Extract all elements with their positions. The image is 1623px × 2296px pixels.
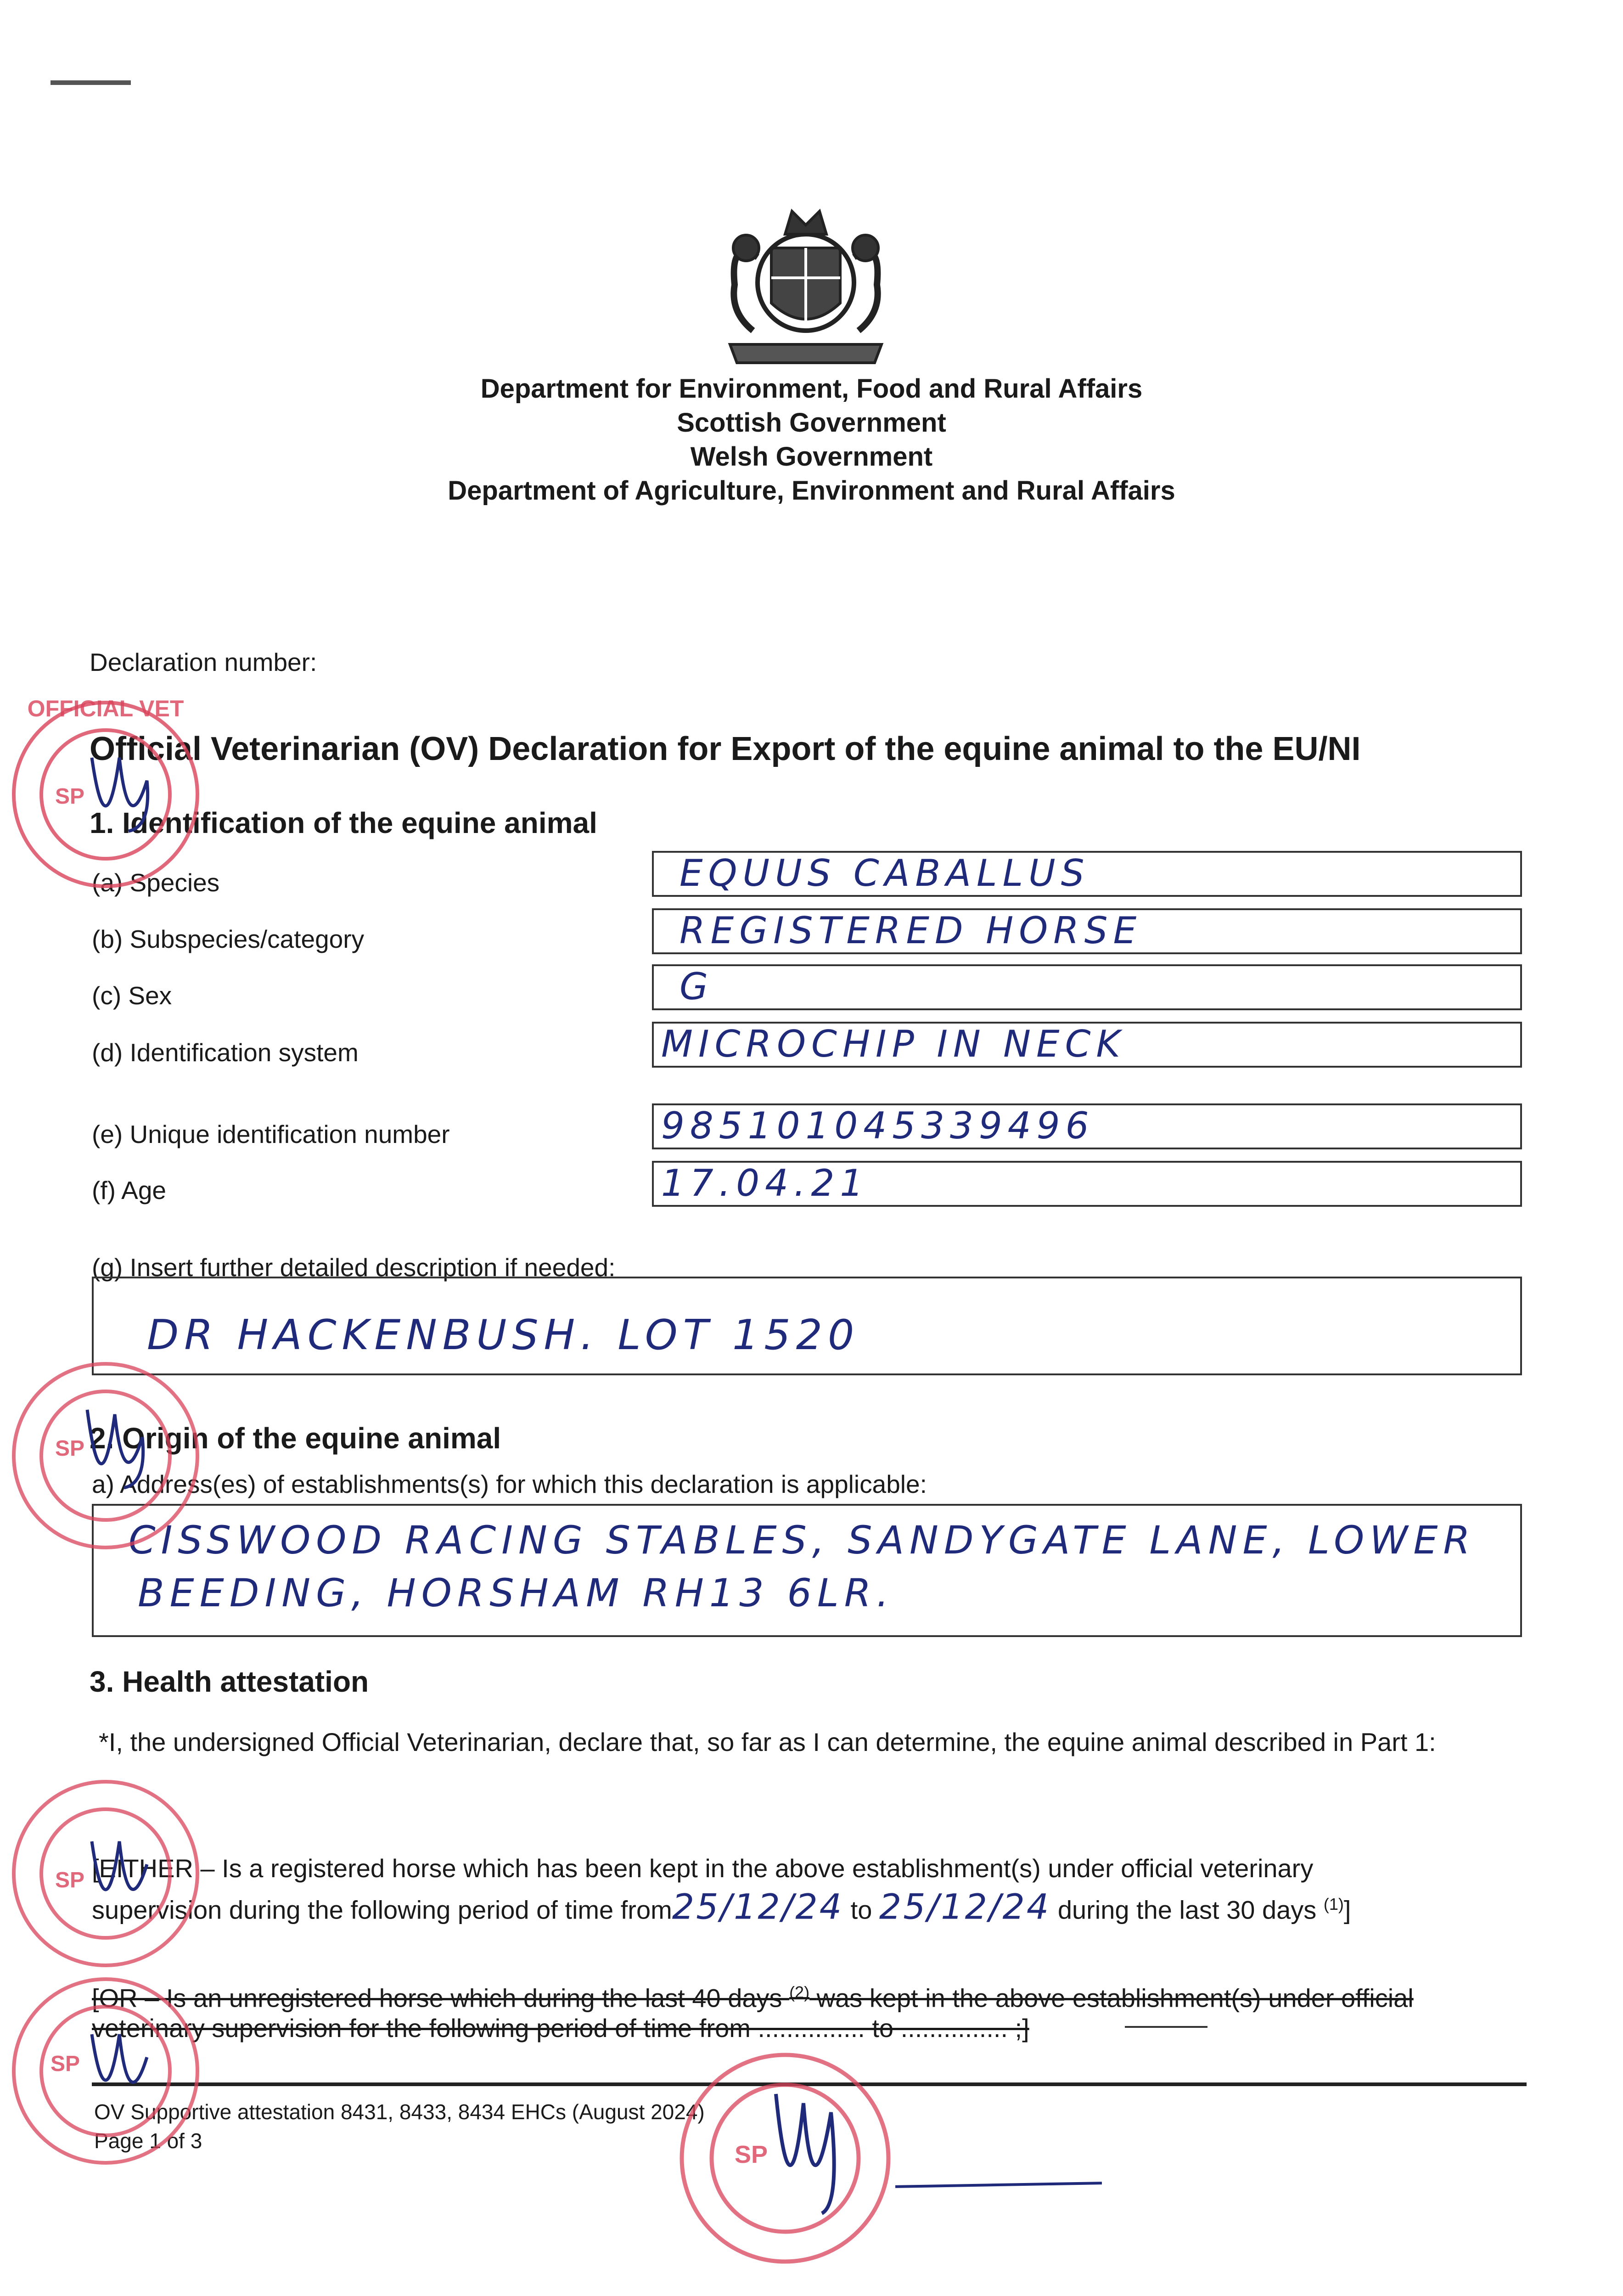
- footer-attestation-ref: OV Supportive attestation 8431, 8433, 8434 EHCs (August 2024): [94, 2100, 705, 2124]
- svg-text:SP: SP: [55, 1868, 85, 1892]
- subspecies-value: REGISTERED HORSE: [680, 909, 1142, 952]
- either-text-a: supervision during the following period of time from: [92, 1895, 672, 1925]
- scan-mark: [51, 80, 131, 85]
- either-footnote-ref: (1): [1323, 1895, 1344, 1913]
- section3-heading: 3. Health attestation: [90, 1665, 369, 1698]
- signature-tail: [895, 2182, 1102, 2188]
- either-clause-line2: [92, 1886, 1351, 1928]
- official-vet-stamp-icon: [0, 1350, 211, 1561]
- further-description-value: DR HACKENBUSH. LOT 1520: [147, 1311, 860, 1359]
- royal-coat-of-arms-icon: [702, 193, 909, 367]
- health-attestation-intro: *I, the undersigned Official Veterinarian, declare that, so far as I can determine, the equine animal described in Part 1:: [99, 1728, 1436, 1756]
- svg-text:SP: SP: [55, 1436, 85, 1461]
- footer-page-number: Page 1 of 3: [94, 2129, 202, 2153]
- identification-system-value: MICROCHIP IN NECK: [661, 1023, 1126, 1065]
- either-text-to: to: [850, 1895, 872, 1925]
- declaration-number-label: Declaration number:: [90, 648, 317, 676]
- address-label: a) Address(es) of establishments(s) for which this declaration is applicable:: [92, 1470, 927, 1498]
- official-vet-stamp-signature-icon: [666, 2039, 904, 2278]
- either-close-bracket: ]: [1343, 1895, 1351, 1925]
- unique-id-value: 985101045339496: [661, 1104, 1095, 1147]
- address-line2: BEEDING, HORSHAM RH13 6LR.: [138, 1570, 894, 1615]
- date-from-value: 25/12/24: [672, 1886, 844, 1927]
- sex-label: (c) Sex: [92, 981, 172, 1010]
- age-label: (f) Age: [92, 1176, 167, 1204]
- address-line1: CISSWOOD RACING STABLES, SANDYGATE LANE, LOWER: [129, 1518, 1476, 1563]
- or-footnote-ref: (2): [789, 1983, 810, 2002]
- official-vet-stamp-icon: [0, 1768, 211, 1979]
- department-daera: Department of Agriculture, Environment and Rural Affairs: [448, 476, 1175, 506]
- svg-text:SP: SP: [51, 2052, 80, 2076]
- official-vet-stamp-icon: [0, 1965, 211, 2177]
- form-title: Official Veterinarian (OV) Declaration for Export of the equine animal to the EU/NI: [90, 731, 1361, 767]
- official-vet-stamp-icon: [0, 689, 211, 900]
- department-defra: Department for Environment, Food and Rural Affairs: [480, 374, 1143, 404]
- svg-text:OFFICIAL VET: OFFICIAL VET: [27, 696, 184, 721]
- or-clause-line2: veterinary supervision for the following period of time from ............... to ............... ;]: [92, 2014, 1029, 2043]
- section2-heading: 2. Origin of the equine animal: [90, 1422, 501, 1455]
- date-to-value: 25/12/24: [879, 1886, 1051, 1927]
- sex-value: G: [680, 965, 713, 1008]
- or-text-b: was kept in the above establishment(s) under official: [816, 1983, 1414, 2013]
- age-value: 17.04.21: [661, 1162, 869, 1204]
- or-strike-extension: [1125, 2026, 1207, 2028]
- subspecies-label: (b) Subspecies/category: [92, 925, 365, 953]
- svg-text:SP: SP: [735, 2141, 768, 2168]
- either-text-b: during the last 30 days: [1057, 1895, 1317, 1925]
- further-description-label: (g) Insert further detailed description if needed:: [92, 1253, 616, 1282]
- unique-id-label: (e) Unique identification number: [92, 1120, 450, 1148]
- or-text-a: [OR – Is an unregistered horse which during the last 40 days: [92, 1983, 782, 2013]
- svg-text:SP: SP: [55, 784, 85, 809]
- species-label: (a) Species: [92, 868, 220, 897]
- identification-system-label: (d) Identification system: [92, 1038, 359, 1067]
- department-scottish-gov: Scottish Government: [677, 408, 946, 438]
- sex-field[interactable]: [652, 964, 1522, 1010]
- species-value: EQUUS CABALLUS: [680, 852, 1090, 895]
- either-clause-line1: [EITHER – Is a registered horse which has been kept in the above establishment(s) under official veterinary: [92, 1854, 1314, 1883]
- section1-heading: 1. Identification of the equine animal: [90, 806, 597, 839]
- department-welsh-gov: Welsh Government: [690, 442, 933, 472]
